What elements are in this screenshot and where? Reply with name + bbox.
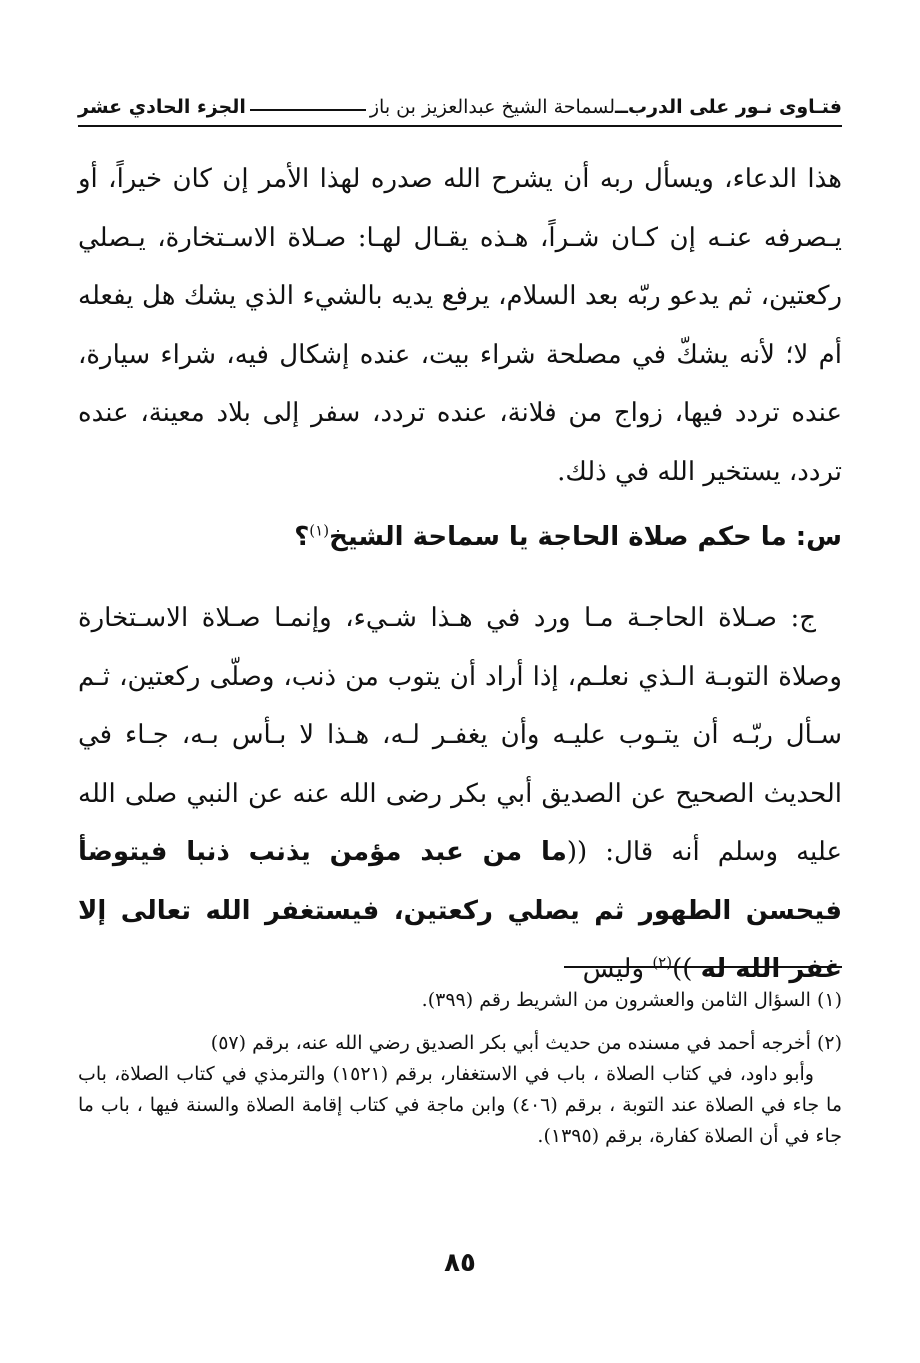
answer-paragraph: [78, 589, 842, 999]
header-rule: [78, 125, 842, 127]
question-heading: [78, 507, 842, 567]
footnote-2: [78, 1028, 842, 1152]
footnote-ref-2: (٢): [652, 953, 673, 972]
footnote-2-marker: (٢): [816, 1032, 842, 1054]
page-number: ٨٥: [444, 1248, 476, 1278]
answer-tail: وليس: [582, 954, 653, 984]
main-text: [78, 150, 842, 999]
question-mark: ؟: [294, 522, 310, 552]
paragraph-istikhara: هذا الدعاء، ويسأل ربه أن يشرح الله صدره لهذا الأمر إن كان خيراً، أو يـصرفه عنـه إن كـان شـراً، هـذه يقـال لهـا: صـلاة الاسـتخارة، يـصلي ركعتين، ثم يدعو ربّه بعد السلام، يرفع يديه بالشيء الذي يشك هل يفعله أم لا؛ لأنه يشكّ في مصلحة شراء بيت، عنده إشكال فيه، شراء سيارة، عنده تردد فيها، زواج من فلانة، عنده تردد، سفر إلى بلاد معينة، عنده تردد، يستخير الله في ذلك.: [78, 164, 842, 487]
hadith-quote: ما من عبد مؤمن يذنب ذنبا فيتوضأ فيحسن الطهور ثم يصلي ركعتين، فيستغفر الله تعالى إلا غفر الله له: [78, 837, 842, 984]
title-separator: ــ: [615, 96, 629, 118]
footnote-2-continuation: وأبو داود، في كتاب الصلاة ، باب في الاستغفار، برقم (١٥٢١) والترمذي في كتاب الصلاة، باب ما جاء في الصلاة عند التوبة ، برقم (٤٠٦) وابن ماجة في كتاب إقامة الصلاة والسنة فيها ، باب ما جاء في أن الصلاة كفارة، برقم (١٣٩٥).: [78, 1063, 842, 1147]
running-header: [78, 82, 842, 118]
footnote-1-marker: (١): [816, 989, 842, 1011]
book-title: فتـاوى نـور على الدرب: [628, 96, 842, 118]
footnote-rule: [564, 966, 842, 968]
hadith-close: )): [672, 954, 701, 984]
footnote-ref-1: (١): [309, 521, 330, 540]
footnotes: [78, 985, 842, 1164]
question-text: س: ما حكم صلاة الحاجة يا سماحة الشيخ: [329, 522, 842, 552]
author-subtitle: لسماحة الشيخ عبدالعزيز بن باز: [369, 96, 616, 118]
footnote-2-text: أخرجه أحمد في مسنده من حديث أبي بكر الصديق رضي الله عنه، برقم (٥٧): [210, 1032, 811, 1054]
footnote-1-text: السؤال الثامن والعشرون من الشريط رقم (٣٩٩).: [421, 989, 811, 1011]
footnote-1: [78, 985, 842, 1016]
header-dash-line: [250, 109, 366, 111]
answer-text: ج: صـلاة الحاجـة مـا ورد في هـذا شـيء، وإنمـا صـلاة الاسـتخارة وصلاة التوبـة الـذي نعلـم، إذا أراد أن يتوب من ذنب، وصلّى ركعتين، ثـم سـأل ربّـه أن يتـوب عليـه وأن يغفـر لـه، هـذا لا بـأس بـه، جـاء في الحديث الصحيح عن الصديق أبي بكر رضى الله عنه عن النبي صلى الله عليه وسلم أنه قال: ((: [78, 603, 842, 867]
volume-label: الجزء الحادي عشر: [78, 96, 246, 118]
